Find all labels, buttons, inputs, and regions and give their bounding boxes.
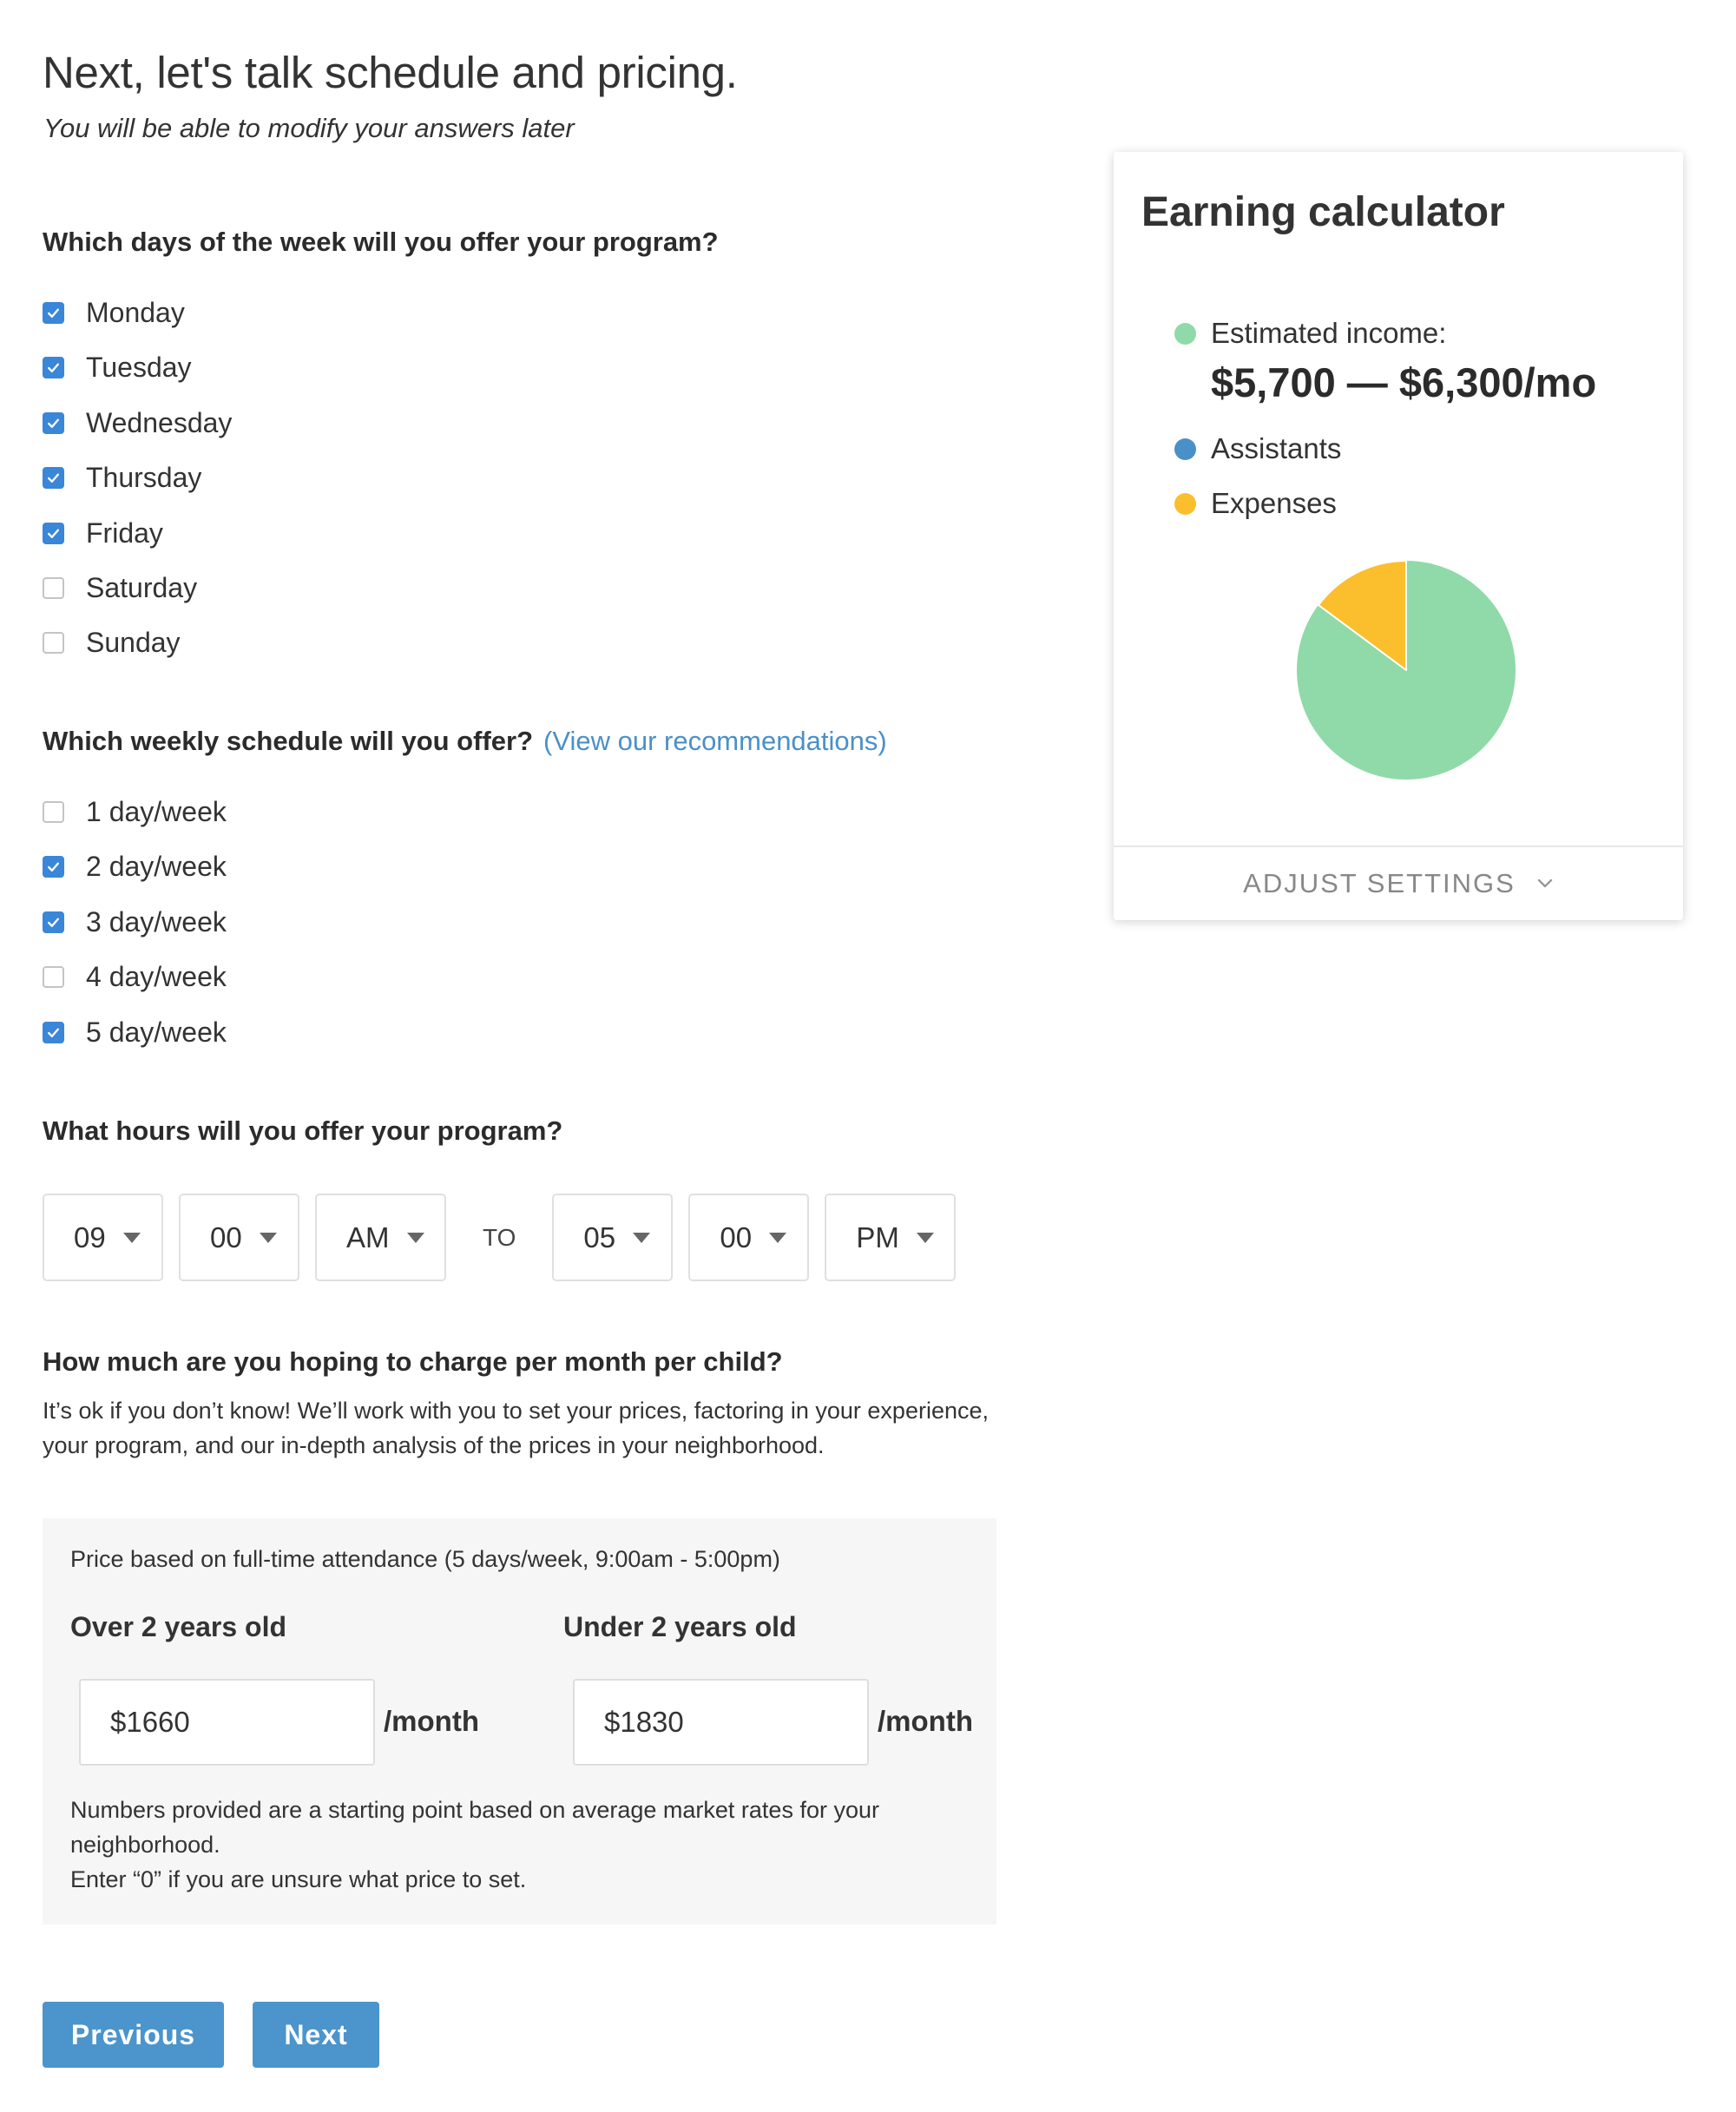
footnote-line-2: Enter “0” if you are unsure what price to set. bbox=[70, 1866, 527, 1892]
chevron-down-icon bbox=[1536, 878, 1554, 890]
to-label: TO bbox=[483, 1223, 516, 1251]
day-label: Sunday bbox=[86, 626, 181, 658]
hours-question: What hours will you offer your program? bbox=[43, 1115, 563, 1146]
weekly-option-5[interactable] bbox=[43, 1013, 227, 1051]
select-value: 00 bbox=[210, 1220, 242, 1253]
weekly-option-2[interactable] bbox=[43, 847, 227, 885]
assistants-dot-icon bbox=[1174, 438, 1196, 460]
day-label: Saturday bbox=[86, 571, 198, 603]
checkbox-checked-icon[interactable] bbox=[43, 911, 64, 933]
page-subtitle: You will be able to modify your answers later bbox=[43, 113, 575, 143]
day-label: Monday bbox=[86, 296, 185, 328]
over-2-label: Over 2 years old bbox=[70, 1611, 287, 1642]
checkbox-checked-icon[interactable] bbox=[43, 357, 64, 378]
checkbox-unchecked-icon[interactable] bbox=[43, 632, 64, 654]
adjust-settings-toggle[interactable] bbox=[1114, 846, 1683, 920]
weekly-label: 3 day/week bbox=[86, 905, 227, 938]
select-value: 00 bbox=[720, 1220, 753, 1253]
end-hour-select[interactable] bbox=[552, 1194, 673, 1281]
weekly-label: 1 day/week bbox=[86, 795, 227, 827]
hours-selector bbox=[43, 1194, 956, 1281]
caret-down-icon bbox=[123, 1233, 141, 1243]
caret-down-icon bbox=[407, 1233, 424, 1243]
checkbox-checked-icon[interactable] bbox=[43, 856, 64, 878]
input-value: $1830 bbox=[604, 1706, 684, 1738]
end-minute-select[interactable] bbox=[688, 1194, 809, 1281]
earning-calculator-card bbox=[1114, 152, 1683, 920]
panel-footnote bbox=[70, 1793, 973, 1897]
end-period-select[interactable] bbox=[825, 1194, 956, 1281]
day-label: Tuesday bbox=[86, 351, 192, 383]
previous-button[interactable]: Previous bbox=[43, 2002, 224, 2068]
panel-note: Price based on full-time attendance (5 days/week, 9:00am - 5:00pm) bbox=[70, 1546, 780, 1572]
under-2-price-input[interactable] bbox=[573, 1679, 869, 1766]
checkbox-unchecked-icon[interactable] bbox=[43, 801, 64, 823]
start-minute-select[interactable] bbox=[179, 1194, 299, 1281]
calculator-title: Earning calculator bbox=[1141, 189, 1505, 235]
checkbox-checked-icon[interactable] bbox=[43, 523, 64, 544]
checkbox-checked-icon[interactable] bbox=[43, 1022, 64, 1043]
price-panel bbox=[43, 1518, 996, 1924]
day-option-sunday[interactable] bbox=[43, 623, 181, 661]
expenses-label: Expenses bbox=[1211, 487, 1337, 519]
weekly-question-text: Which weekly schedule will you offer? bbox=[43, 726, 534, 756]
day-option-tuesday[interactable] bbox=[43, 348, 192, 386]
caret-down-icon bbox=[260, 1233, 277, 1243]
earnings-pie-chart bbox=[1296, 560, 1516, 780]
view-recommendations-link[interactable]: (View our recommendations) bbox=[543, 726, 887, 756]
under-2-label: Under 2 years old bbox=[563, 1611, 797, 1642]
checkbox-checked-icon[interactable] bbox=[43, 467, 64, 489]
legend-assistants bbox=[1174, 432, 1341, 465]
weekly-option-4[interactable] bbox=[43, 957, 227, 996]
weekly-label: 4 day/week bbox=[86, 960, 227, 992]
day-label: Thursday bbox=[86, 461, 202, 493]
over-2-price-input[interactable] bbox=[79, 1679, 375, 1766]
checkbox-unchecked-icon[interactable] bbox=[43, 966, 64, 988]
select-value: 05 bbox=[583, 1220, 616, 1253]
day-option-saturday[interactable] bbox=[43, 569, 197, 607]
checkbox-checked-icon[interactable] bbox=[43, 302, 64, 324]
select-value: 09 bbox=[74, 1220, 106, 1253]
day-option-wednesday[interactable] bbox=[43, 404, 232, 442]
next-button[interactable]: Next bbox=[253, 2002, 379, 2068]
income-label: Estimated income: bbox=[1211, 317, 1447, 349]
weekly-option-1[interactable] bbox=[43, 793, 227, 831]
income-value: $5,700 — $6,300/mo bbox=[1211, 359, 1597, 405]
adjust-settings-label: ADJUST SETTINGS bbox=[1243, 867, 1516, 898]
legend-expenses bbox=[1174, 487, 1337, 520]
day-option-thursday[interactable] bbox=[43, 458, 201, 497]
day-label: Friday bbox=[86, 516, 163, 549]
over-2-per-month: /month bbox=[384, 1705, 479, 1737]
under-2-per-month: /month bbox=[878, 1705, 973, 1737]
weekly-question bbox=[43, 726, 887, 757]
legend-income bbox=[1174, 317, 1446, 350]
start-hour-select[interactable] bbox=[43, 1194, 163, 1281]
income-dot-icon bbox=[1174, 323, 1196, 345]
checkbox-checked-icon[interactable] bbox=[43, 412, 64, 434]
expenses-dot-icon bbox=[1174, 493, 1196, 515]
days-question: Which days of the week will you offer your program? bbox=[43, 227, 719, 257]
weekly-label: 5 day/week bbox=[86, 1016, 227, 1048]
input-value: $1660 bbox=[110, 1706, 190, 1738]
weekly-option-3[interactable] bbox=[43, 903, 227, 941]
caret-down-icon bbox=[769, 1233, 786, 1243]
weekly-label: 2 day/week bbox=[86, 850, 227, 882]
day-option-friday[interactable] bbox=[43, 514, 163, 552]
checkbox-unchecked-icon[interactable] bbox=[43, 577, 64, 599]
caret-down-icon bbox=[633, 1233, 650, 1243]
pricing-help-text: It’s ok if you don’t know! We’ll work with you to set your prices, factoring in your experience, your program, and our in-depth analysis of the prices in your neighborhood. bbox=[43, 1398, 989, 1458]
page-title: Next, let's talk schedule and pricing. bbox=[43, 48, 738, 97]
select-value: AM bbox=[346, 1220, 390, 1253]
caret-down-icon bbox=[917, 1233, 934, 1243]
assistants-label: Assistants bbox=[1211, 432, 1342, 464]
start-period-select[interactable] bbox=[315, 1194, 446, 1281]
day-label: Wednesday bbox=[86, 406, 233, 438]
footnote-line-1: Numbers provided are a starting point based on average market rates for your neighborhood. bbox=[70, 1797, 879, 1858]
day-option-monday[interactable] bbox=[43, 293, 185, 332]
pricing-question: How much are you hoping to charge per month per child? bbox=[43, 1346, 783, 1377]
select-value: PM bbox=[856, 1220, 899, 1253]
